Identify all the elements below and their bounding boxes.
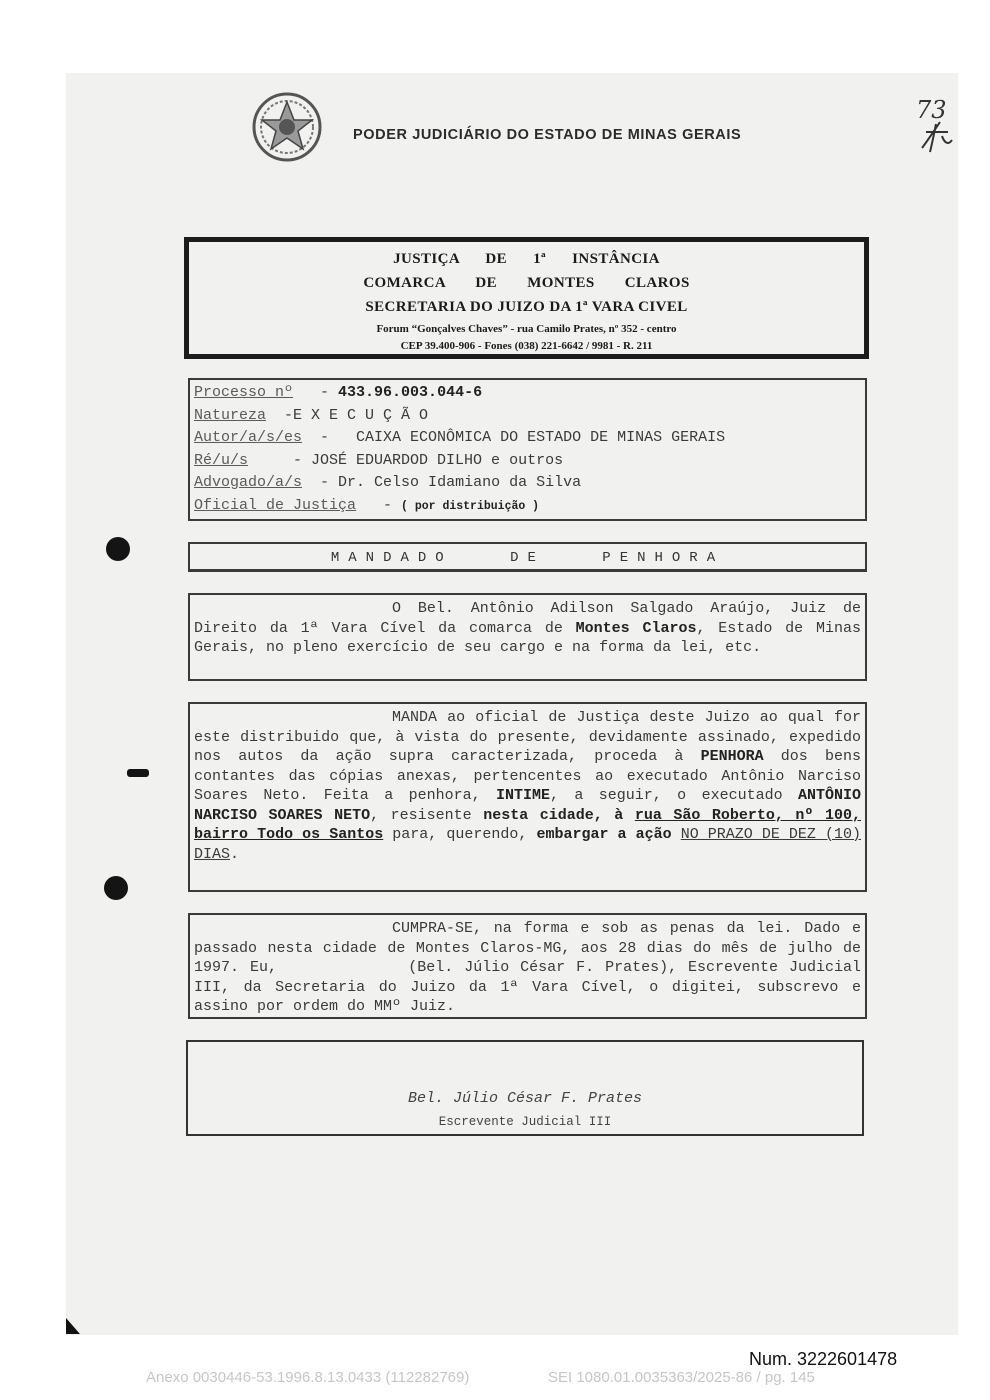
closing-box bbox=[188, 913, 871, 1019]
judge-intro-box bbox=[188, 593, 867, 681]
executado-address: rua São Roberto, nº 100, bairro Todo os Santos bbox=[194, 806, 861, 843]
agency-title: PODER JUDICIÁRIO DO ESTADO DE MINAS GERAIS bbox=[353, 127, 742, 143]
order-text-7: . bbox=[230, 845, 240, 863]
court-line-1: JUSTIÇA DE 1ª INSTÂNCIA bbox=[393, 251, 660, 267]
judge-intro-text-end: , Estado de Minas Gerais, no pleno exercício de seu cargo e na forma da lei, etc. bbox=[194, 619, 861, 656]
closing-paragraph bbox=[194, 919, 871, 1017]
deadline-phrase: NO PRAZO DE DEZ (10) DIAS bbox=[194, 826, 861, 863]
processo-row: Processo nº - 433.96.003.044-6 bbox=[194, 384, 483, 401]
order-paragraph bbox=[194, 708, 861, 864]
intime-word: INTIME bbox=[495, 787, 550, 804]
natureza-row: Natureza -E X E C U Ç Ã O bbox=[194, 406, 429, 424]
embargar-phrase: embargar a ação bbox=[536, 826, 672, 843]
autor-label: Autor/a/s/es bbox=[194, 429, 303, 446]
processo-value: 433.96.003.044-6 bbox=[338, 384, 483, 401]
court-contact: CEP 39.400-906 - Fones (038) 221-6642 / 9981 - R. 211 bbox=[400, 340, 653, 352]
signatory-role: Escrevente Judicial III bbox=[438, 1115, 612, 1129]
order-text-6 bbox=[672, 826, 681, 843]
handwritten-rubric-icon bbox=[918, 120, 954, 154]
order-text-3: , a seguir, o executado bbox=[550, 787, 798, 804]
signatory-name: Bel. Júlio César F. Prates bbox=[407, 1090, 643, 1107]
order-text-1: MANDA ao oficial de Justiça deste Juizo ao qual for este distribuido que, à vista do presente, devidamente assinado, expedido nos autos da ação supra caracterizada, proceda à bbox=[194, 709, 861, 765]
oficial-row: Oficial de Justiça - ( por distribuição ) bbox=[194, 496, 540, 514]
comarca-name: Montes Claros bbox=[575, 619, 697, 637]
scan-corner-shadow bbox=[66, 1318, 80, 1334]
judge-intro-text: O Bel. Antônio Adilson Salgado Araújo, Juiz de Direito da 1ª Vara Cível da comarca de bbox=[194, 600, 861, 637]
advogado-row: Advogado/a/s - Dr. Celso Idamiano da Silva bbox=[194, 474, 582, 491]
court-line-2: COMARCA DE MONTES CLAROS bbox=[363, 275, 690, 291]
document-title-box bbox=[188, 542, 867, 572]
reu-value: JOSÉ EDUARDOD DILHO e outros bbox=[311, 451, 564, 469]
oficial-value: ( por distribuição ) bbox=[401, 499, 540, 513]
natureza-label: Natureza bbox=[194, 406, 267, 424]
coat-of-arms-icon bbox=[250, 90, 324, 164]
court-address: Forum “Gonçalves Chaves” - rua Camilo Prates, nº 352 - centro bbox=[376, 323, 677, 335]
order-text-4: , resisente bbox=[370, 806, 484, 824]
city-phrase: nesta cidade, à bbox=[483, 806, 635, 824]
signature-box bbox=[186, 1040, 864, 1136]
natureza-value: E X E C U Ç Ã O bbox=[293, 406, 429, 424]
processo-label: Processo nº bbox=[194, 384, 294, 401]
punch-hole bbox=[106, 537, 130, 561]
judge-intro-paragraph bbox=[194, 599, 861, 658]
reu-label: Ré/u/s bbox=[194, 451, 249, 469]
autor-row: Autor/a/s/es - CAIXA ECONÔMICA DO ESTADO DE MINAS GERAIS bbox=[194, 429, 726, 446]
annex-reference: Anexo 0030446-53.1996.8.13.0433 (112282769) bbox=[146, 1369, 470, 1386]
court-line-3: SECRETARIA DO JUIZO DA 1ª VARA CIVEL bbox=[365, 299, 688, 315]
penhora-word: PENHORA bbox=[700, 748, 764, 765]
advogado-value: Dr. Celso Idamiano da Silva bbox=[338, 474, 582, 491]
oficial-label: Oficial de Justiça bbox=[194, 496, 357, 514]
page-number-text: 73 bbox=[916, 96, 947, 124]
order-box bbox=[188, 702, 867, 892]
executado-name: ANTÔNIO NARCISO SOARES NETO bbox=[194, 787, 861, 824]
punch-hole bbox=[127, 769, 149, 777]
order-text-5: para, querendo, bbox=[383, 826, 537, 843]
punch-hole bbox=[104, 876, 128, 900]
sei-reference: SEI 1080.01.0035363/2025-86 / pg. 145 bbox=[548, 1369, 815, 1386]
document-title: MANDADO DE PENHORA bbox=[330, 550, 725, 566]
handwritten-page-number bbox=[916, 96, 958, 156]
case-info-box bbox=[188, 378, 867, 521]
closing-text: CUMPRA-SE, na forma e sob as penas da lei. Dado e passado nesta cidade de Montes Claros-MG, aos 28 dias do mês de julho de 1997. Eu, (Bel. Júlio César F. Prates), Escrevente Judicial III, da Secretaria do Juizo da 1ª Vara Cível, o digitei, subscrevo e assino por ordem do MMº Juiz. bbox=[194, 920, 871, 1015]
reu-row: Ré/u/s - JOSÉ EDUARDOD DILHO e outros bbox=[194, 451, 564, 469]
autor-value: CAIXA ECONÔMICA DO ESTADO DE MINAS GERAIS bbox=[356, 429, 726, 446]
court-header-box bbox=[184, 237, 869, 359]
document-number: Num. 3222601478 bbox=[749, 1349, 898, 1369]
order-text-2: dos bens contantes das cópias anexas, pertencentes ao executado Antônio Narciso Soares Neto. Feita a penhora, bbox=[194, 748, 862, 804]
advogado-label: Advogado/a/s bbox=[194, 474, 303, 491]
